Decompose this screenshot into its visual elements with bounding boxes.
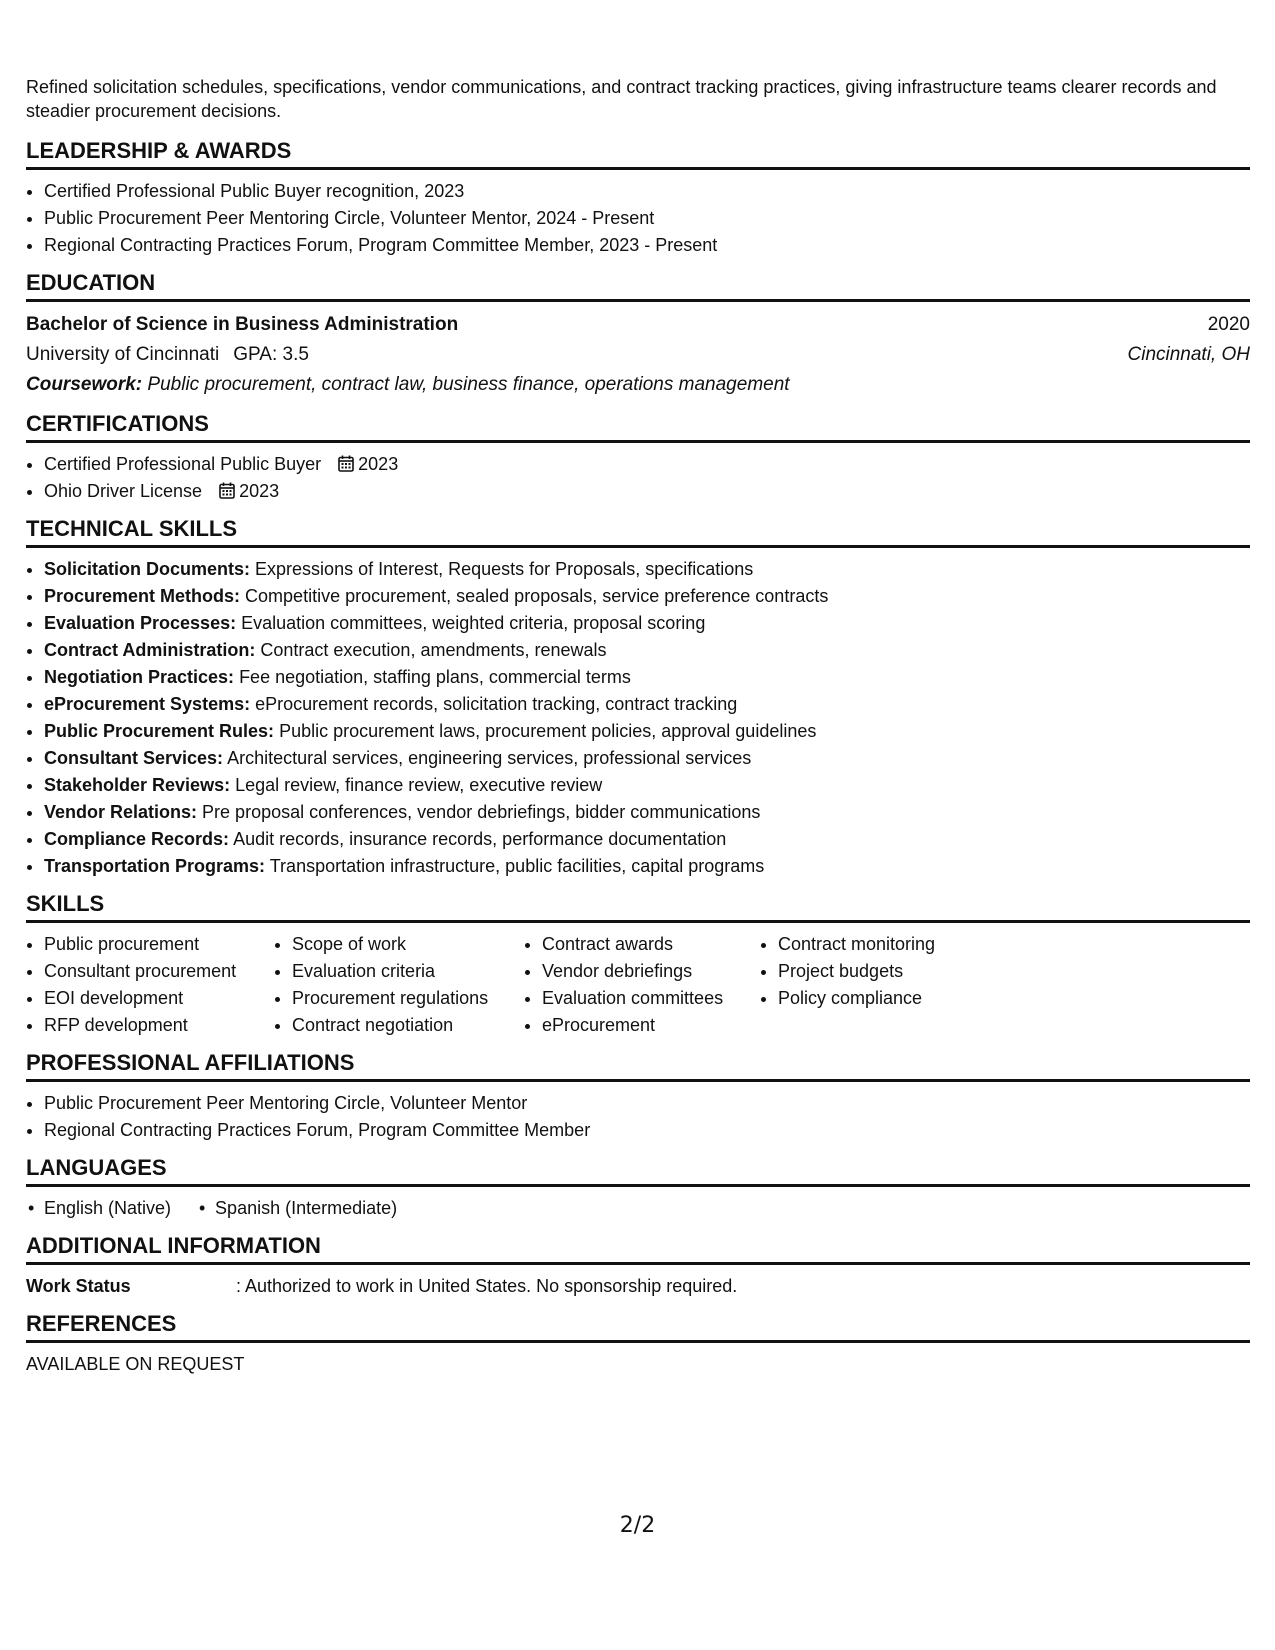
list-item — [44, 478, 1250, 505]
list-item — [44, 745, 1250, 772]
leadership-section — [26, 137, 1250, 259]
section-title-affiliations: PROFESSIONAL AFFILIATIONS — [26, 1049, 1250, 1082]
education-section — [26, 269, 1250, 400]
technical-skills-section — [26, 515, 1250, 880]
certification-name: Ohio Driver License — [44, 481, 203, 501]
work-status-row — [26, 1273, 1250, 1300]
list-item — [44, 718, 1250, 745]
list-item: • Evaluation criteria — [292, 958, 524, 985]
references-text: AVAILABLE ON REQUEST — [26, 1354, 245, 1374]
skill-category-text: Pre proposal conferences, vendor debriefings, bidder communications — [202, 802, 761, 822]
section-title-certifications: CERTIFICATIONS — [26, 410, 1250, 443]
section-title-references: REFERENCES — [26, 1310, 1250, 1343]
list-item — [44, 610, 1250, 637]
skill-category-label: Stakeholder Reviews: — [44, 775, 231, 795]
skill-category-text: Evaluation committees, weighted criteria, proposal scoring — [241, 613, 706, 633]
affiliations-section — [26, 1049, 1250, 1144]
coursework-label: Coursework: — [26, 374, 143, 395]
section-title-leadership: LEADERSHIP & AWARDS — [26, 137, 1250, 170]
list-item: • eProcurement — [542, 1012, 760, 1039]
list-item: • Project budgets — [778, 958, 1020, 985]
references-section — [26, 1310, 1250, 1378]
skill-category-label: Vendor Relations: — [44, 802, 198, 822]
education-entry — [26, 310, 1250, 400]
skill-category-label: Compliance Records: — [44, 829, 230, 849]
certifications-section — [26, 410, 1250, 505]
list-item — [44, 799, 1250, 826]
skill-category-text: Contract execution, amendments, renewals — [260, 640, 607, 660]
education-row-school — [26, 340, 1250, 370]
list-item: • RFP development — [44, 1012, 274, 1039]
list-item — [44, 826, 1250, 853]
skill-category-label: Transportation Programs: — [44, 856, 266, 876]
skill-category-text: Fee negotiation, staffing plans, commercial terms — [239, 667, 631, 687]
section-title-skills: SKILLS — [26, 890, 1250, 923]
experience-summary-text: Refined solicitation schedules, specifications, vendor communications, and contract tracking practices, giving infrastructure teams clearer records and steadier procurement decisions. — [26, 77, 1217, 121]
list-item: • Public Procurement Peer Mentoring Circle, Volunteer Mentor — [44, 1090, 1250, 1117]
list-item: • Policy compliance — [778, 985, 1020, 1012]
skills-column — [274, 931, 524, 1039]
skill-category-label: eProcurement Systems: — [44, 694, 251, 714]
skill-category-label: Consultant Services: — [44, 748, 224, 768]
technical-skills-list — [26, 556, 1250, 880]
skill-category-text: Transportation infrastructure, public facilities, capital programs — [269, 856, 765, 876]
list-item: • Vendor debriefings — [542, 958, 760, 985]
list-item: • Consultant procurement — [44, 958, 274, 985]
languages-section — [26, 1154, 1250, 1222]
list-item: • Scope of work — [292, 931, 524, 958]
skill-category-text: Public procurement laws, procurement policies, approval guidelines — [279, 721, 817, 741]
skill-category-label: Public Procurement Rules: — [44, 721, 275, 741]
skill-category-text: Legal review, finance review, executive review — [235, 775, 603, 795]
calendar-icon — [338, 455, 354, 472]
page-number: 2/2 — [619, 1513, 656, 1538]
list-item: • English (Native) — [26, 1195, 171, 1222]
degree-title: Bachelor of Science in Business Administration — [26, 314, 459, 335]
list-item — [44, 556, 1250, 583]
certification-year: 2023 — [358, 454, 399, 474]
skills-column — [524, 931, 760, 1039]
list-item — [44, 664, 1250, 691]
skill-category-text: Architectural services, engineering services, professional services — [227, 748, 752, 768]
skill-category-text: Expressions of Interest, Requests for Proposals, specifications — [255, 559, 754, 579]
skill-category-label: Solicitation Documents: — [44, 559, 251, 579]
skills-grid — [26, 931, 1250, 1039]
coursework-text: Public procurement, contract law, business finance, operations management — [147, 374, 790, 395]
leadership-list — [26, 178, 1250, 259]
languages-list — [26, 1195, 1250, 1222]
list-item — [44, 772, 1250, 799]
list-item — [44, 691, 1250, 718]
skills-column — [760, 931, 1020, 1039]
graduation-year: 2020 — [1207, 314, 1250, 335]
school-location: Cincinnati, OH — [1127, 344, 1250, 365]
skills-section — [26, 890, 1250, 1039]
gpa: GPA: 3.5 — [233, 344, 309, 365]
list-item: • Spanish (Intermediate) — [197, 1195, 397, 1222]
list-item — [44, 853, 1250, 880]
work-status-value: : Authorized to work in United States. No sponsorship required. — [236, 1276, 738, 1296]
list-item — [44, 583, 1250, 610]
calendar-icon — [219, 482, 235, 499]
section-title-education: EDUCATION — [26, 269, 1250, 302]
section-title-additional-info: ADDITIONAL INFORMATION — [26, 1232, 1250, 1265]
education-row-degree — [26, 310, 1250, 340]
skill-category-label: Contract Administration: — [44, 640, 256, 660]
additional-info-section — [26, 1232, 1250, 1300]
resume-page — [26, 75, 1250, 1388]
list-item — [44, 451, 1250, 478]
certifications-list — [26, 451, 1250, 505]
work-status-label: Work Status — [26, 1276, 131, 1296]
list-item: • Regional Contracting Practices Forum, Program Committee Member, 2023 - Present — [44, 232, 1250, 259]
skill-category-label: Negotiation Practices: — [44, 667, 235, 687]
school-name: University of Cincinnati — [26, 344, 220, 365]
coursework — [26, 370, 1250, 400]
skill-category-text: Audit records, insurance records, performance documentation — [233, 829, 727, 849]
list-item: • Public Procurement Peer Mentoring Circle, Volunteer Mentor, 2024 - Present — [44, 205, 1250, 232]
list-item: • Evaluation committees — [542, 985, 760, 1012]
skill-category-text: Competitive procurement, sealed proposals, service preference contracts — [245, 586, 829, 606]
certification-name: Certified Professional Public Buyer — [44, 454, 322, 474]
section-title-technical-skills: TECHNICAL SKILLS — [26, 515, 1250, 548]
list-item: • EOI development — [44, 985, 274, 1012]
list-item: • Public procurement — [44, 931, 274, 958]
list-item: • Regional Contracting Practices Forum, Program Committee Member — [44, 1117, 1250, 1144]
skill-category-text: eProcurement records, solicitation tracking, contract tracking — [255, 694, 738, 714]
affiliations-list — [26, 1090, 1250, 1144]
list-item — [44, 637, 1250, 664]
list-item: • Contract negotiation — [292, 1012, 524, 1039]
skill-category-label: Procurement Methods: — [44, 586, 241, 606]
certification-year: 2023 — [239, 481, 280, 501]
list-item: • Procurement regulations — [292, 985, 524, 1012]
skills-column — [26, 931, 274, 1039]
list-item: • Certified Professional Public Buyer recognition, 2023 — [44, 178, 1250, 205]
skill-category-label: Evaluation Processes: — [44, 613, 237, 633]
list-item: • Contract awards — [542, 931, 760, 958]
list-item: • Contract monitoring — [778, 931, 1020, 958]
section-title-languages: LANGUAGES — [26, 1154, 1250, 1187]
